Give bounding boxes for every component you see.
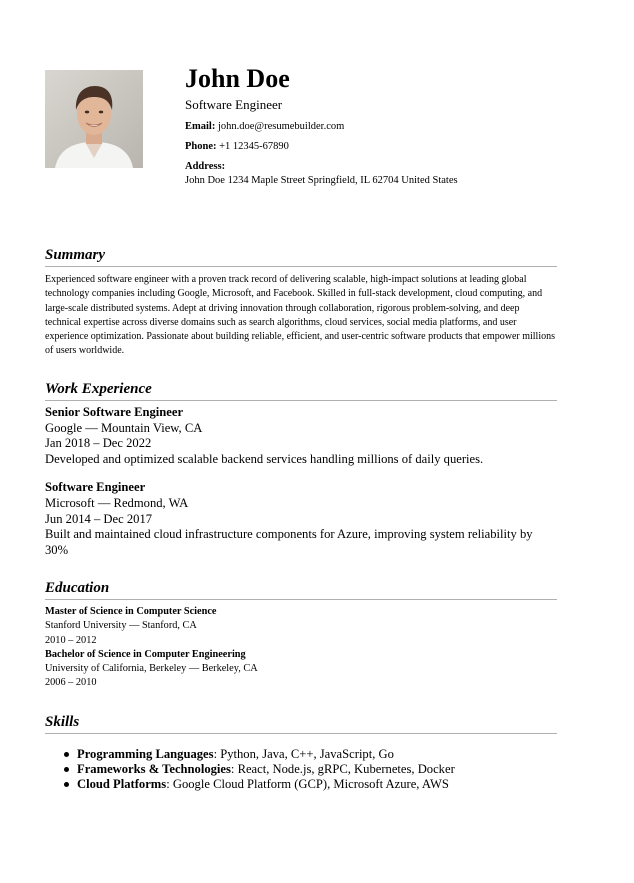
skills-section xyxy=(45,713,557,792)
education-degree: Bachelor of Science in Computer Engineering xyxy=(45,648,246,660)
skill-value: : React, Node.js, gRPC, Kubernetes, Docker xyxy=(230,762,455,776)
contact-header xyxy=(185,64,605,187)
address-label: Address: xyxy=(185,161,226,172)
education-school: University of California, Berkeley — Berkeley, CA xyxy=(45,663,258,675)
bullet-icon xyxy=(64,782,69,787)
skills-list xyxy=(45,747,557,792)
section-heading-skills: Skills xyxy=(45,713,557,734)
skill-label: Programming Languages xyxy=(77,747,214,761)
section-heading-summary: Summary xyxy=(45,246,557,267)
phone-label: Phone: xyxy=(185,141,217,152)
job-dates: Jun 2014 – Dec 2017 xyxy=(45,511,153,526)
education-dates: 2006 – 2010 xyxy=(45,677,97,689)
job-role: Software Engineer xyxy=(45,480,146,495)
job-company: Microsoft — Redmond, WA xyxy=(45,495,189,510)
skill-item xyxy=(45,747,557,762)
address-value: John Doe 1234 Maple Street Springfield, IL 62704 United States xyxy=(185,175,458,186)
profile-photo xyxy=(45,70,143,168)
skill-item xyxy=(45,777,557,792)
email-value[interactable]: john.doe@resumebuilder.com xyxy=(217,121,345,132)
education-entry xyxy=(45,648,557,691)
email-line xyxy=(185,120,605,133)
candidate-title: Software Engineer xyxy=(185,97,283,112)
bullet-icon xyxy=(64,767,69,772)
education-dates: 2010 – 2012 xyxy=(45,634,97,646)
job-dates: Jan 2018 – Dec 2022 xyxy=(45,436,152,451)
job-list xyxy=(45,405,557,558)
job-entry xyxy=(45,480,557,558)
section-heading-education: Education xyxy=(45,579,557,600)
phone-line xyxy=(185,140,605,153)
job-description: Built and maintained cloud infrastructure components for Azure, improving system reliability by 30% xyxy=(45,527,533,557)
education-school: Stanford University — Stanford, CA xyxy=(45,620,197,632)
summary-text: Experienced software engineer with a proven track record of delivering scalable, high-impact solutions at leading global technology companies including Google, Microsoft, and Facebook. Skilled in full-stack development, cloud computing, and large-scale distributed systems. Adept at driving innovation through collaboration, rigorous problem-solving, and deep technical expertise across diverse domains such as search algorithms, cloud services, social media platforms, and user experience optimization. Passionate about building reliable, efficient, and user-centric software products that empower millions of users worldwide. xyxy=(45,274,556,357)
person-portrait-icon xyxy=(45,70,143,168)
education-entry xyxy=(45,605,557,648)
skill-value: : Python, Java, C++, JavaScript, Go xyxy=(213,747,394,761)
education-list xyxy=(45,605,557,691)
job-role: Senior Software Engineer xyxy=(45,405,184,419)
skill-label: Cloud Platforms xyxy=(77,777,167,791)
skill-label: Frameworks & Technologies xyxy=(77,762,231,776)
email-label: Email: xyxy=(185,121,216,132)
education-section xyxy=(45,579,557,691)
job-entry xyxy=(45,405,557,467)
candidate-name: John Doe xyxy=(185,64,290,93)
phone-value: +1 12345-67890 xyxy=(219,141,289,152)
bullet-icon xyxy=(64,752,69,757)
work-experience-section xyxy=(45,380,557,558)
education-degree: Master of Science in Computer Science xyxy=(45,606,217,617)
job-description: Developed and optimized scalable backend services handling millions of daily queries. xyxy=(45,451,484,466)
skill-item xyxy=(45,762,557,777)
summary-section xyxy=(45,246,557,359)
job-company: Google — Mountain View, CA xyxy=(45,420,203,435)
skill-value: : Google Cloud Platform (GCP), Microsoft Azure, AWS xyxy=(166,777,449,791)
section-heading-work-experience: Work Experience xyxy=(45,380,557,401)
